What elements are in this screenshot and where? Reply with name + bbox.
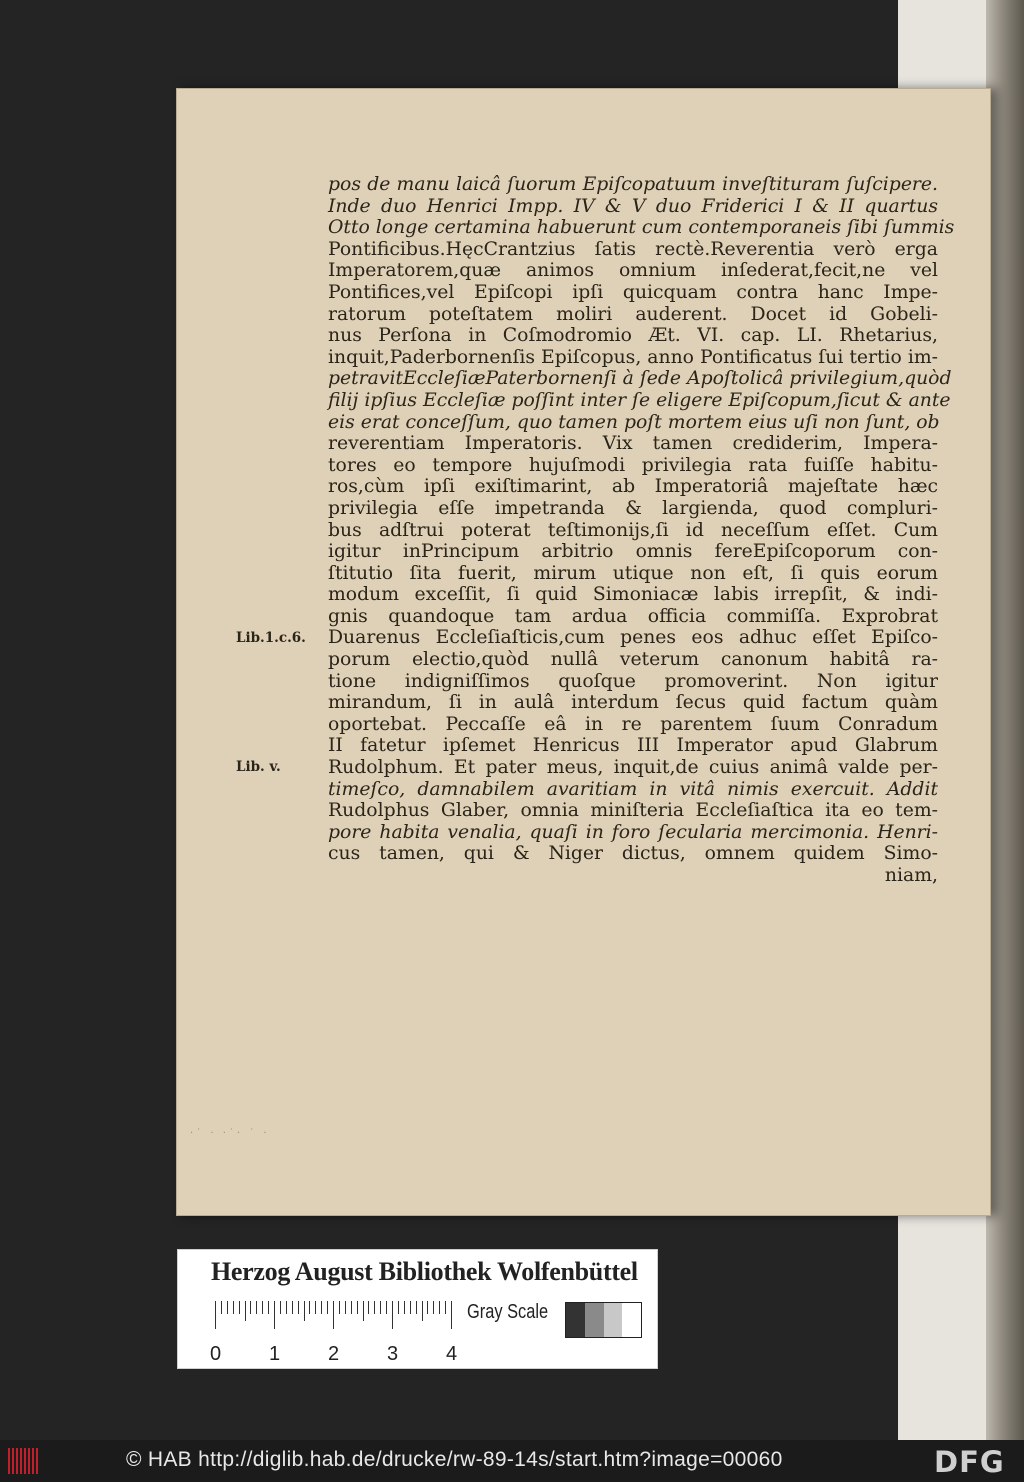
margin-note: Lib. v.: [236, 759, 281, 776]
ruler-tick: [262, 1301, 263, 1314]
text-line: tores eo tempore hujuſmodi privilegia rata fuiſſe habitu-: [328, 454, 938, 476]
text-line: tione indigniſſimos quoſque promoverint. Non igitur: [328, 670, 938, 692]
ruler-number: 3: [387, 1343, 399, 1365]
ruler-tick: [280, 1301, 281, 1314]
text-line: privilegia eſſe impetranda & largienda, quod compluri-: [328, 497, 938, 519]
text-line: niam,: [884, 865, 938, 886]
text-line: ros,cùm ipſi exiſtimarint, ab Imperatoriâ majeſtate hæc: [328, 476, 938, 498]
ruler-tick: [374, 1301, 375, 1314]
ruler-tick: [386, 1301, 387, 1314]
text-line: bus adſtrui poterat teſtimonijs,ſi id neceſſum eſſet. Cum: [328, 519, 938, 541]
ruler-tick: [439, 1301, 440, 1314]
ruler-tick: [256, 1301, 257, 1314]
ruler-tick: [233, 1301, 234, 1314]
text-line: Otto longe certamina habuerunt cum contemporaneis ſibi ſummis: [328, 217, 955, 239]
gray-swatch: [585, 1303, 604, 1337]
ruler-tick: [245, 1301, 246, 1321]
ruler-tick: [357, 1301, 358, 1314]
text-line: pos de manu laicâ ſuorum Epiſcopatuum inveſtituram ſuſcipere.: [328, 174, 938, 195]
gray-scale-swatches: [565, 1302, 642, 1338]
page-stain: ·˙ · ·˙· ˙ ·: [190, 1128, 270, 1139]
text-line: Duarenus Eccleſiaſticis,cum penes eos adhuc eſſet Epiſco-: [328, 627, 938, 649]
ruler-tick: [309, 1301, 310, 1314]
ruler-tick: [422, 1301, 423, 1321]
ruler-tick: [427, 1301, 428, 1314]
page-text-block: [328, 174, 955, 887]
text-line: ſtitutio ſita fuerit, mirum utique non eſt, ſi quis eorum: [328, 562, 938, 584]
ruler-number: 0: [210, 1343, 222, 1365]
hab-logo-icon: [8, 1448, 40, 1474]
ruler-tick: [351, 1301, 352, 1314]
text-line: filij ipſius Eccleſiæ poſſint inter ſe eligere Epiſcopum,ſicut & ante: [328, 389, 951, 411]
ruler-tick: [268, 1301, 269, 1314]
text-line: Rudolphum. Et pater meus, inquit,de cuius animâ valde per-: [328, 757, 938, 779]
ruler-tick: [368, 1301, 369, 1314]
gray-swatch: [622, 1303, 641, 1337]
text-line: ratorum poteſtatem moliri auderent. Docet id Gobeli-: [328, 303, 938, 325]
spine-shadow: [986, 0, 1024, 1440]
ruler-tick: [451, 1301, 452, 1329]
text-line: igitur inPrincipum arbitrio omnis fereEpiſcoporum con-: [328, 541, 938, 563]
text-line: Pontificibus.HęcCrantzius ſatis rectè.Reverentia verò erga: [328, 238, 938, 260]
ruler-tick: [416, 1301, 417, 1314]
text-line: Pontifices,vel Epiſcopi ipſi quicquam contra hanc Impe-: [328, 281, 938, 303]
ruler-tick: [392, 1301, 393, 1329]
text-line: Inde duo Henrici Impp. IV & V duo Friderici I & II quartus: [328, 195, 938, 217]
ruler-tick: [404, 1301, 405, 1314]
text-line: II fatetur ipſemet Henricus III Imperator apud Glabrum: [328, 735, 938, 757]
ruler-tick: [398, 1301, 399, 1314]
text-line: mirandum, ſi in aulâ interdum ſecus quid factum quàm: [328, 692, 938, 714]
text-line: pore habita venalia, quaſi in foro ſecularia mercimonia. Henri-: [328, 821, 938, 843]
text-line: oportebat. Peccaſſe eâ in re parentem ſuum Conradum: [328, 713, 938, 735]
ruler-tick: [286, 1301, 287, 1314]
ruler-tick: [239, 1301, 240, 1314]
ruler-tick: [333, 1301, 334, 1329]
text-line: gnis quandoque tam ardua officia commiſſa. Exprobrat: [328, 605, 938, 627]
text-line: modum exceſſit, ſi quid Simoniacæ labis irrepſit, & indi-: [328, 584, 938, 606]
book-page: [176, 88, 991, 1216]
text-line: Rudolphus Glaber, omnia miniſteria Eccleſiaſtica ita eo tem-: [328, 800, 938, 822]
ruler-tick: [315, 1301, 316, 1314]
text-line: porum electio,quòd nullâ veterum canonum habitâ ra-: [328, 649, 938, 671]
ruler-tick: [304, 1301, 305, 1321]
ruler-number: 2: [328, 1343, 340, 1365]
ruler-tick: [410, 1301, 411, 1314]
ruler-number: 4: [446, 1343, 458, 1365]
ruler-tick: [292, 1301, 293, 1314]
ruler-tick: [363, 1301, 364, 1321]
footer-bar: [0, 1440, 1024, 1482]
scale-ruler: [210, 1301, 458, 1365]
gray-swatch: [604, 1303, 623, 1337]
text-line: Imperatorem,quæ animos omnium inſederat,fecit,ne vel: [328, 260, 938, 282]
ruler-tick: [250, 1301, 251, 1314]
ruler-tick: [274, 1301, 275, 1329]
text-line: petravitEccleſiæPaterbornenſi à ſede Apoſtolicâ privilegium,quòd: [328, 368, 952, 390]
library-title: Herzog August Bibliothek Wolfenbüttel: [211, 1257, 638, 1286]
text-line: cus tamen, qui & Niger dictus, omnem quidem Simo-: [328, 843, 938, 865]
ruler-tick: [215, 1301, 216, 1329]
text-line: reverentiam Imperatoris. Vix tamen crediderim, Impera-: [328, 433, 938, 455]
ruler-tick: [321, 1301, 322, 1314]
ruler-tick: [221, 1301, 222, 1314]
ruler-tick: [433, 1301, 434, 1314]
ruler-tick: [445, 1301, 446, 1314]
ruler-tick: [380, 1301, 381, 1314]
ruler-tick: [345, 1301, 346, 1314]
ruler-tick: [227, 1301, 228, 1314]
text-line: eis erat conceſſum, quo tamen poſt mortem eius uſi non ſunt, ob: [328, 411, 940, 433]
text-line: timeſco, damnabilem avaritiam in vitâ nimis exercuit. Addit: [328, 778, 938, 800]
text-line: inquit,Paderbornenſis Epiſcopus, anno Pontificatus ſui tertio im-: [328, 346, 938, 368]
margin-note: Lib.1.c.6.: [236, 629, 306, 646]
library-label: [177, 1249, 658, 1369]
gray-scale-label: Gray Scale: [467, 1301, 549, 1323]
dfg-logo: DFG: [934, 1445, 1005, 1479]
gray-swatch: [566, 1303, 585, 1337]
text-line: nus Perſona in Coſmodromio Æt. VI. cap. LI. Rhetarius,: [328, 325, 938, 347]
ruler-tick: [298, 1301, 299, 1314]
ruler-number: 1: [269, 1343, 281, 1365]
footer-source-link[interactable]: © HAB http://diglib.hab.de/drucke/rw-89-14s/start.htm?image=00060: [126, 1448, 783, 1471]
ruler-tick: [339, 1301, 340, 1314]
ruler-tick: [327, 1301, 328, 1314]
